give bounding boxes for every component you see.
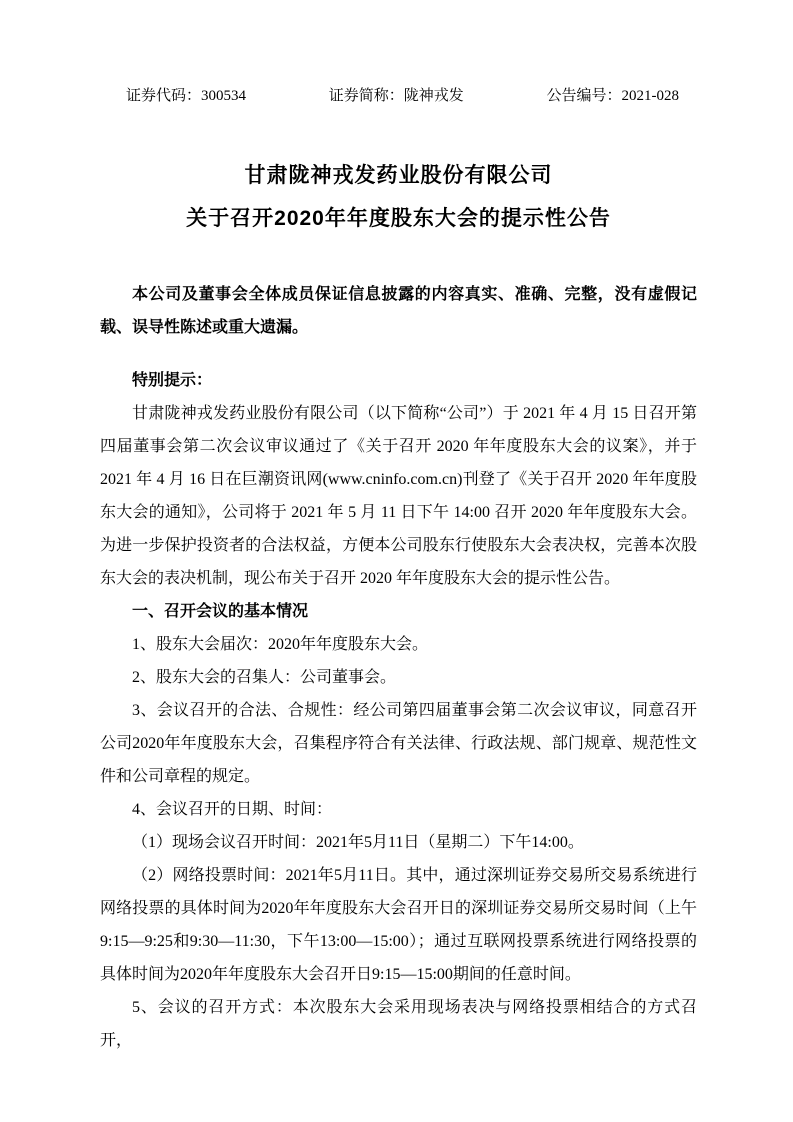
document-header <box>100 86 697 106</box>
company-name-title: 甘肃陇神戎发药业股份有限公司 <box>244 164 553 187</box>
section-1-item-4-sub-2: （2）网络投票时间：2021年5月11日。其中，通过深圳证券交易所交易系统进行网络投票的具体时间为2020年年度股东大会召开日的深圳证券交易所交易时间（上午9:15—9:25和9:30—11:30，下午13:00—15:00）；通过互联网投票系统进行网络投票的具体时间为2020年年度股东大会召开日9:15—15:00期间的任意时间。 <box>100 867 697 983</box>
section-1-item-5: 5、会议的召开方式：本次股东大会采用现场表决与网络投票相结合的方式召开， <box>100 999 697 1049</box>
section-1-item-4: 4、会议召开的日期、时间： <box>132 801 333 818</box>
stock-code: 证券代码：300534 <box>126 88 247 104</box>
section-1-item-1: 1、股东大会届次：2020年年度股东大会。 <box>132 636 429 653</box>
special-note-label: 特别提示： <box>132 372 213 389</box>
section-1-item-4-sub-1: （1）现场会议召开时间：2021年5月11日（星期二）下午14:00。 <box>132 834 584 851</box>
disclaimer-paragraph: 本公司及董事会全体成员保证信息披露的内容真实、准确、完整，没有虚假记载、误导性陈述或重大遗漏。 <box>100 286 697 336</box>
section-1-heading: 一、召开会议的基本情况 <box>132 603 309 620</box>
intro-paragraph: 甘肃陇神戎发药业股份有限公司（以下简称“公司”）于 2021 年 4 月 15 日召开第四届董事会第二次会议审议通过了《关于召开 2020 年年度股东大会的议案》，并于 2021 年 4 月 16 日在巨潮资讯网(www.cninfo.com.cn)刊登了《关于召开 2020 年年度股东大会的通知》，公司将于 2021 年 5 月 11 日下午 14:00 召开 2020 年年度股东大会。为进一步保护投资者的合法权益，方便本公司股东行使股东大会表决权，完善本次股东大会的表决机制，现公布关于召开 2020 年年度股东大会的提示性公告。 <box>100 405 697 587</box>
announcement-title: 关于召开2020年年度股东大会的提示性公告 <box>186 207 611 230</box>
section-1-item-2: 2、股东大会的召集人：公司董事会。 <box>132 669 397 686</box>
announcement-number: 公告编号：2021-028 <box>546 88 679 104</box>
stock-short-name: 证券简称：陇神戎发 <box>328 88 464 104</box>
section-1-item-3: 3、会议召开的合法、合规性：经公司第四届董事会第二次会议审议，同意召开公司2020年年度股东大会，召集程序符合有关法律、行政法规、部门规章、规范性文件和公司章程的规定。 <box>100 702 697 785</box>
